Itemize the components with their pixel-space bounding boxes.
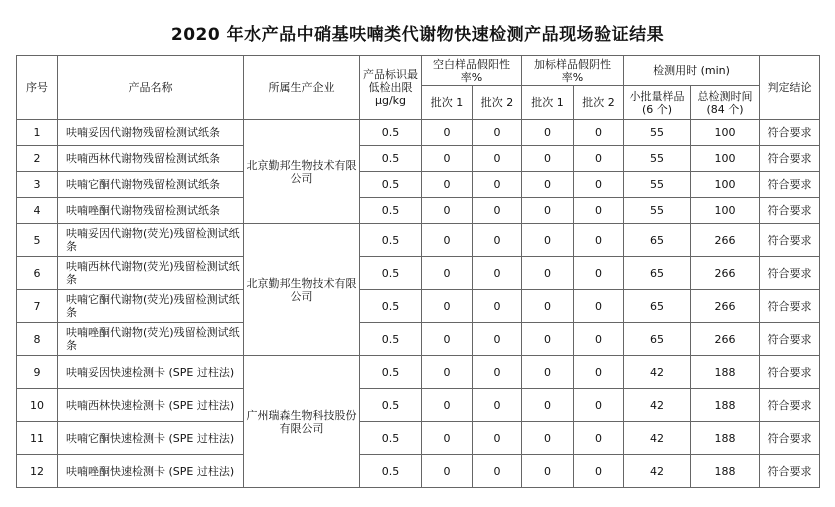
cell-blank-batch2: 0: [473, 257, 522, 290]
cell-blank-batch2: 0: [473, 198, 522, 224]
cell-spiked-batch1: 0: [522, 422, 574, 455]
cell-small-batch: 55: [624, 198, 691, 224]
cell-lod: 0.5: [360, 290, 422, 323]
cell-small-batch: 42: [624, 356, 691, 389]
cell-blank-batch1: 0: [422, 323, 473, 356]
cell-seq: 1: [17, 120, 58, 146]
table-row: [17, 120, 820, 146]
cell-blank-batch1: 0: [422, 120, 473, 146]
cell-seq: 8: [17, 323, 58, 356]
cell-company: 广州瑞森生物科技股份有限公司: [244, 356, 360, 488]
cell-conclusion: 符合要求: [760, 172, 820, 198]
cell-small-batch: 55: [624, 146, 691, 172]
cell-lod: 0.5: [360, 172, 422, 198]
cell-small-batch: 65: [624, 323, 691, 356]
header-total-time: 总检测时间(84 个): [691, 86, 760, 120]
cell-company: 北京勤邦生物技术有限公司: [244, 120, 360, 224]
cell-spiked-batch2: 0: [574, 389, 624, 422]
cell-blank-batch1: 0: [422, 455, 473, 488]
cell-lod: 0.5: [360, 422, 422, 455]
cell-spiked-batch2: 0: [574, 422, 624, 455]
cell-lod: 0.5: [360, 146, 422, 172]
table-row: [17, 389, 820, 422]
cell-blank-batch2: 0: [473, 389, 522, 422]
cell-seq: 4: [17, 198, 58, 224]
cell-product-name: 呋喃它酮代谢物(荧光)残留检测试纸条: [58, 290, 244, 323]
cell-blank-batch1: 0: [422, 422, 473, 455]
cell-spiked-batch1: 0: [522, 257, 574, 290]
cell-spiked-batch2: 0: [574, 224, 624, 257]
header-spiked-batch2: 批次 2: [574, 86, 624, 120]
cell-blank-batch2: 0: [473, 120, 522, 146]
cell-product-name: 呋喃它酮快速检测卡 (SPE 过柱法): [58, 422, 244, 455]
cell-product-name: 呋喃唑酮快速检测卡 (SPE 过柱法): [58, 455, 244, 488]
cell-product-name: 呋喃西林代谢物(荧光)残留检测试纸条: [58, 257, 244, 290]
cell-seq: 5: [17, 224, 58, 257]
cell-lod: 0.5: [360, 224, 422, 257]
cell-conclusion: 符合要求: [760, 356, 820, 389]
cell-product-name: 呋喃它酮代谢物残留检测试纸条: [58, 172, 244, 198]
cell-blank-batch2: 0: [473, 356, 522, 389]
header-blank-false-positive: 空白样品假阳性率%: [422, 56, 522, 86]
cell-product-name: 呋喃唑酮代谢物(荧光)残留检测试纸条: [58, 323, 244, 356]
cell-spiked-batch1: 0: [522, 290, 574, 323]
cell-blank-batch1: 0: [422, 146, 473, 172]
cell-conclusion: 符合要求: [760, 323, 820, 356]
cell-conclusion: 符合要求: [760, 422, 820, 455]
cell-lod: 0.5: [360, 198, 422, 224]
document-title: 2020 年水产品中硝基呋喃类代谢物快速检测产品现场验证结果: [170, 25, 665, 45]
cell-conclusion: 符合要求: [760, 455, 820, 488]
table-row: [17, 290, 820, 323]
cell-total-time: 188: [691, 422, 760, 455]
cell-lod: 0.5: [360, 455, 422, 488]
cell-spiked-batch2: 0: [574, 323, 624, 356]
cell-total-time: 266: [691, 290, 760, 323]
cell-blank-batch1: 0: [422, 172, 473, 198]
cell-lod: 0.5: [360, 356, 422, 389]
cell-blank-batch2: 0: [473, 146, 522, 172]
cell-seq: 9: [17, 356, 58, 389]
cell-small-batch: 65: [624, 290, 691, 323]
cell-spiked-batch1: 0: [522, 356, 574, 389]
cell-total-time: 188: [691, 356, 760, 389]
table-row: [17, 422, 820, 455]
cell-blank-batch2: 0: [473, 323, 522, 356]
cell-spiked-batch2: 0: [574, 356, 624, 389]
table-row: [17, 224, 820, 257]
cell-conclusion: 符合要求: [760, 198, 820, 224]
cell-seq: 2: [17, 146, 58, 172]
cell-spiked-batch2: 0: [574, 455, 624, 488]
cell-conclusion: 符合要求: [760, 224, 820, 257]
cell-conclusion: 符合要求: [760, 290, 820, 323]
cell-small-batch: 42: [624, 422, 691, 455]
cell-spiked-batch2: 0: [574, 198, 624, 224]
cell-lod: 0.5: [360, 257, 422, 290]
cell-product-name: 呋喃妥因代谢物(荧光)残留检测试纸条: [58, 224, 244, 257]
cell-small-batch: 55: [624, 172, 691, 198]
header-lod: [360, 56, 422, 120]
cell-blank-batch2: 0: [473, 224, 522, 257]
header-spiked-false-negative: 加标样品假阴性率%: [522, 56, 624, 86]
cell-spiked-batch1: 0: [522, 323, 574, 356]
cell-small-batch: 42: [624, 455, 691, 488]
cell-total-time: 266: [691, 224, 760, 257]
cell-product-name: 呋喃唑酮代谢物残留检测试纸条: [58, 198, 244, 224]
cell-spiked-batch2: 0: [574, 146, 624, 172]
table-row: [17, 356, 820, 389]
cell-company: 北京勤邦生物技术有限公司: [244, 224, 360, 356]
cell-small-batch: 55: [624, 120, 691, 146]
cell-spiked-batch2: 0: [574, 290, 624, 323]
cell-small-batch: 65: [624, 257, 691, 290]
cell-product-name: 呋喃妥因代谢物残留检测试纸条: [58, 120, 244, 146]
cell-conclusion: 符合要求: [760, 146, 820, 172]
cell-total-time: 100: [691, 146, 760, 172]
cell-product-name: 呋喃西林快速检测卡 (SPE 过柱法): [58, 389, 244, 422]
cell-blank-batch2: 0: [473, 455, 522, 488]
cell-blank-batch1: 0: [422, 224, 473, 257]
cell-spiked-batch1: 0: [522, 198, 574, 224]
cell-blank-batch2: 0: [473, 290, 522, 323]
cell-spiked-batch2: 0: [574, 172, 624, 198]
table-row: [17, 198, 820, 224]
cell-conclusion: 符合要求: [760, 120, 820, 146]
cell-blank-batch1: 0: [422, 198, 473, 224]
table-row: [17, 455, 820, 488]
cell-total-time: 188: [691, 389, 760, 422]
cell-spiked-batch1: 0: [522, 224, 574, 257]
cell-blank-batch1: 0: [422, 389, 473, 422]
cell-spiked-batch1: 0: [522, 172, 574, 198]
cell-lod: 0.5: [360, 323, 422, 356]
cell-spiked-batch2: 0: [574, 120, 624, 146]
header-company: 所属生产企业: [244, 56, 360, 120]
cell-product-name: 呋喃西林代谢物残留检测试纸条: [58, 146, 244, 172]
table-row: [17, 323, 820, 356]
cell-total-time: 188: [691, 455, 760, 488]
cell-lod: 0.5: [360, 120, 422, 146]
table-row: [17, 146, 820, 172]
cell-total-time: 266: [691, 323, 760, 356]
cell-seq: 10: [17, 389, 58, 422]
cell-seq: 12: [17, 455, 58, 488]
cell-total-time: 100: [691, 198, 760, 224]
header-seq: 序号: [17, 56, 58, 120]
cell-blank-batch1: 0: [422, 356, 473, 389]
cell-spiked-batch1: 0: [522, 455, 574, 488]
cell-seq: 3: [17, 172, 58, 198]
cell-spiked-batch2: 0: [574, 257, 624, 290]
cell-seq: 6: [17, 257, 58, 290]
cell-blank-batch1: 0: [422, 257, 473, 290]
cell-blank-batch2: 0: [473, 172, 522, 198]
cell-small-batch: 65: [624, 224, 691, 257]
header-spiked-batch1: 批次 1: [522, 86, 574, 120]
cell-conclusion: 符合要求: [760, 257, 820, 290]
cell-seq: 7: [17, 290, 58, 323]
cell-spiked-batch1: 0: [522, 120, 574, 146]
cell-small-batch: 42: [624, 389, 691, 422]
cell-total-time: 100: [691, 120, 760, 146]
header-blank-batch1: 批次 1: [422, 86, 473, 120]
cell-lod: 0.5: [360, 389, 422, 422]
cell-seq: 11: [17, 422, 58, 455]
header-detection-time: 检测用时 (min): [624, 56, 760, 86]
cell-spiked-batch1: 0: [522, 389, 574, 422]
cell-spiked-batch1: 0: [522, 146, 574, 172]
results-table: [16, 55, 820, 488]
cell-total-time: 266: [691, 257, 760, 290]
header-lod-label: 产品标识最低检出限: [363, 68, 418, 94]
header-lod-unit: μg/kg: [374, 94, 407, 107]
cell-conclusion: 符合要求: [760, 389, 820, 422]
cell-blank-batch1: 0: [422, 290, 473, 323]
cell-blank-batch2: 0: [473, 422, 522, 455]
header-conclusion: 判定结论: [760, 56, 820, 120]
header-blank-batch2: 批次 2: [473, 86, 522, 120]
header-small-batch: 小批量样品(6 个): [624, 86, 691, 120]
cell-total-time: 100: [691, 172, 760, 198]
table-row: [17, 257, 820, 290]
cell-product-name: 呋喃妥因快速检测卡 (SPE 过柱法): [58, 356, 244, 389]
header-product-name: 产品名称: [58, 56, 244, 120]
table-row: [17, 172, 820, 198]
